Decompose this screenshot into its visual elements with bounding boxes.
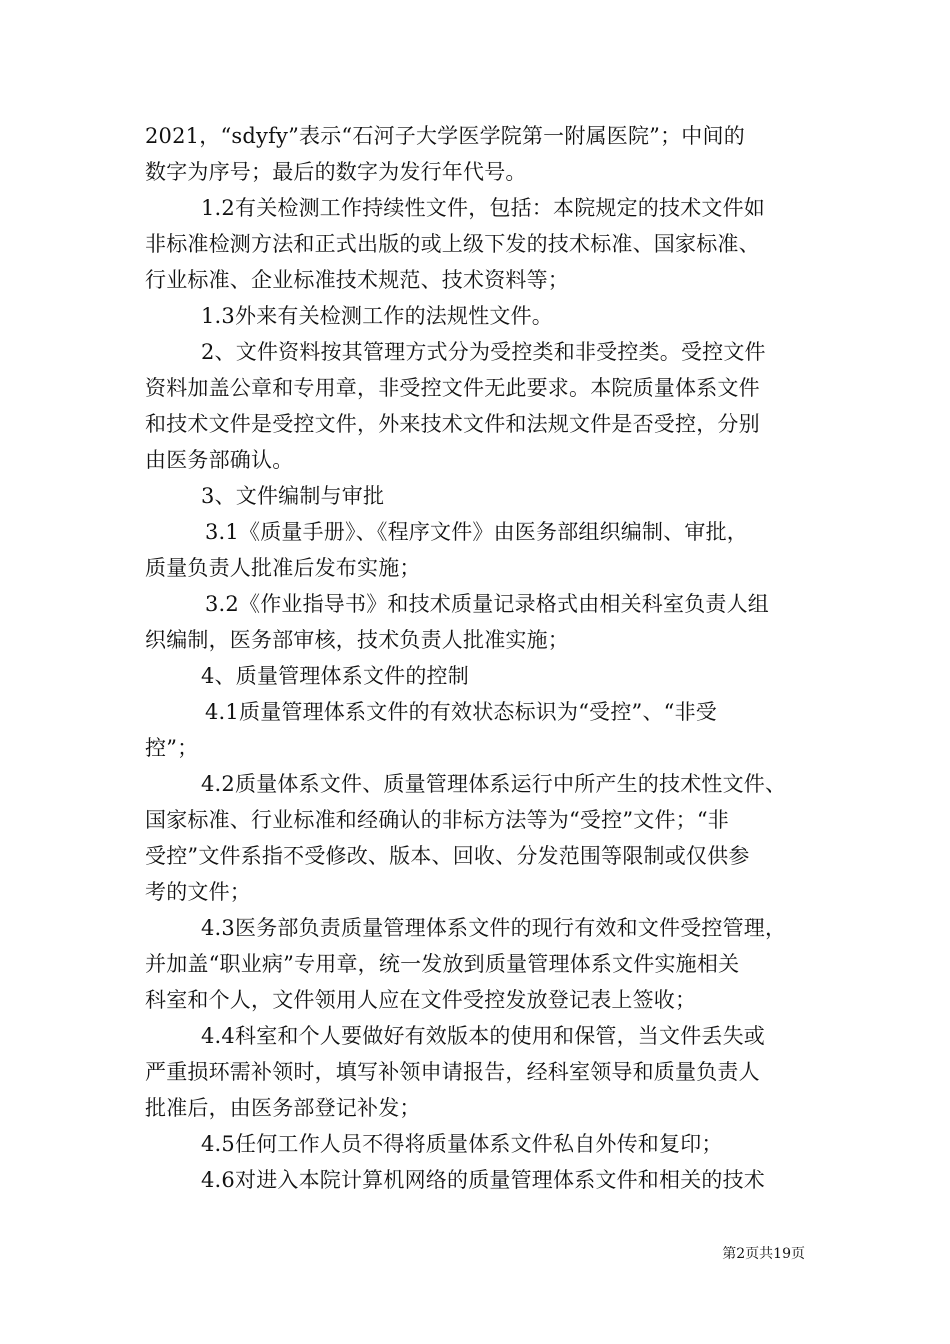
text-line: 3.2《作业指导书》和技术质量记录格式由相关科室负责人组: [205, 592, 769, 616]
text-line: 考的文件；: [145, 880, 251, 904]
text-line: 数字为序号；最后的数字为发行年代号。: [145, 160, 527, 184]
text-line: 非标准检测方法和正式出版的或上级下发的技术标准、国家标准、: [145, 232, 760, 256]
text-line: 和技术文件是受控文件，外来技术文件和法规文件是否受控，分别: [145, 412, 760, 436]
text-line: 3、文件编制与审批: [201, 484, 385, 508]
text-line: 2、文件资料按其管理方式分为受控类和非受控类。受控文件: [201, 340, 766, 364]
text-line: 控”；: [145, 736, 199, 760]
text-line: 4、质量管理体系文件的控制: [201, 664, 469, 688]
document-body: [145, 118, 815, 1198]
text-line: 4.6对进入本院计算机网络的质量管理体系文件和相关的技术: [201, 1168, 765, 1192]
text-line: 严重损环需补领时，填写补领申请报告，经科室领导和质量负责人: [145, 1060, 760, 1084]
text-line: 3.1《质量手册》、《程序文件》由医务部组织编制、审批，: [205, 520, 748, 544]
text-line: 国家标准、行业标准和经确认的非标方法等为“受控”文件；“非: [145, 808, 730, 832]
text-line: 4.2质量体系文件、质量管理体系运行中所产生的技术性文件、: [201, 772, 787, 796]
text-line: 2021，“sdyfy”表示“石河子大学医学院第一附属医院”；中间的: [145, 124, 745, 148]
text-line: 由医务部确认。: [145, 448, 294, 472]
text-line: 行业标准、企业标准技术规范、技术资料等；: [145, 268, 569, 292]
text-line: 1.2有关检测工作持续性文件，包括：本院规定的技术文件如: [201, 196, 765, 220]
text-line: 资料加盖公章和专用章，非受控文件无此要求。本院质量体系文件: [145, 376, 760, 400]
text-line: 受控”文件系指不受修改、版本、回收、分发范围等限制或仅供参: [145, 844, 750, 868]
text-line: 4.3医务部负责质量管理体系文件的现行有效和文件受控管理，: [201, 916, 787, 940]
text-line: 质量负责人批准后发布实施；: [145, 556, 421, 580]
text-line: 4.1质量管理体系文件的有效状态标识为“受控”、“非受: [205, 700, 718, 724]
page-number: 第2页共19页: [722, 1246, 805, 1262]
text-line: 织编制，医务部审核，技术负责人批准实施；: [145, 628, 569, 652]
text-line: 4.4科室和个人要做好有效版本的使用和保管，当文件丢失或: [201, 1024, 765, 1048]
text-line: 4.5任何工作人员不得将质量体系文件私自外传和复印；: [201, 1132, 723, 1156]
text-line: 1.3外来有关检测工作的法规性文件。: [201, 304, 553, 328]
text-line: 批准后，由医务部登记补发；: [145, 1096, 421, 1120]
text-line: 科室和个人，文件领用人应在文件受控发放登记表上签收；: [145, 988, 697, 1012]
text-line: 并加盖“职业病”专用章，统一发放到质量管理体系文件实施相关: [145, 952, 740, 976]
